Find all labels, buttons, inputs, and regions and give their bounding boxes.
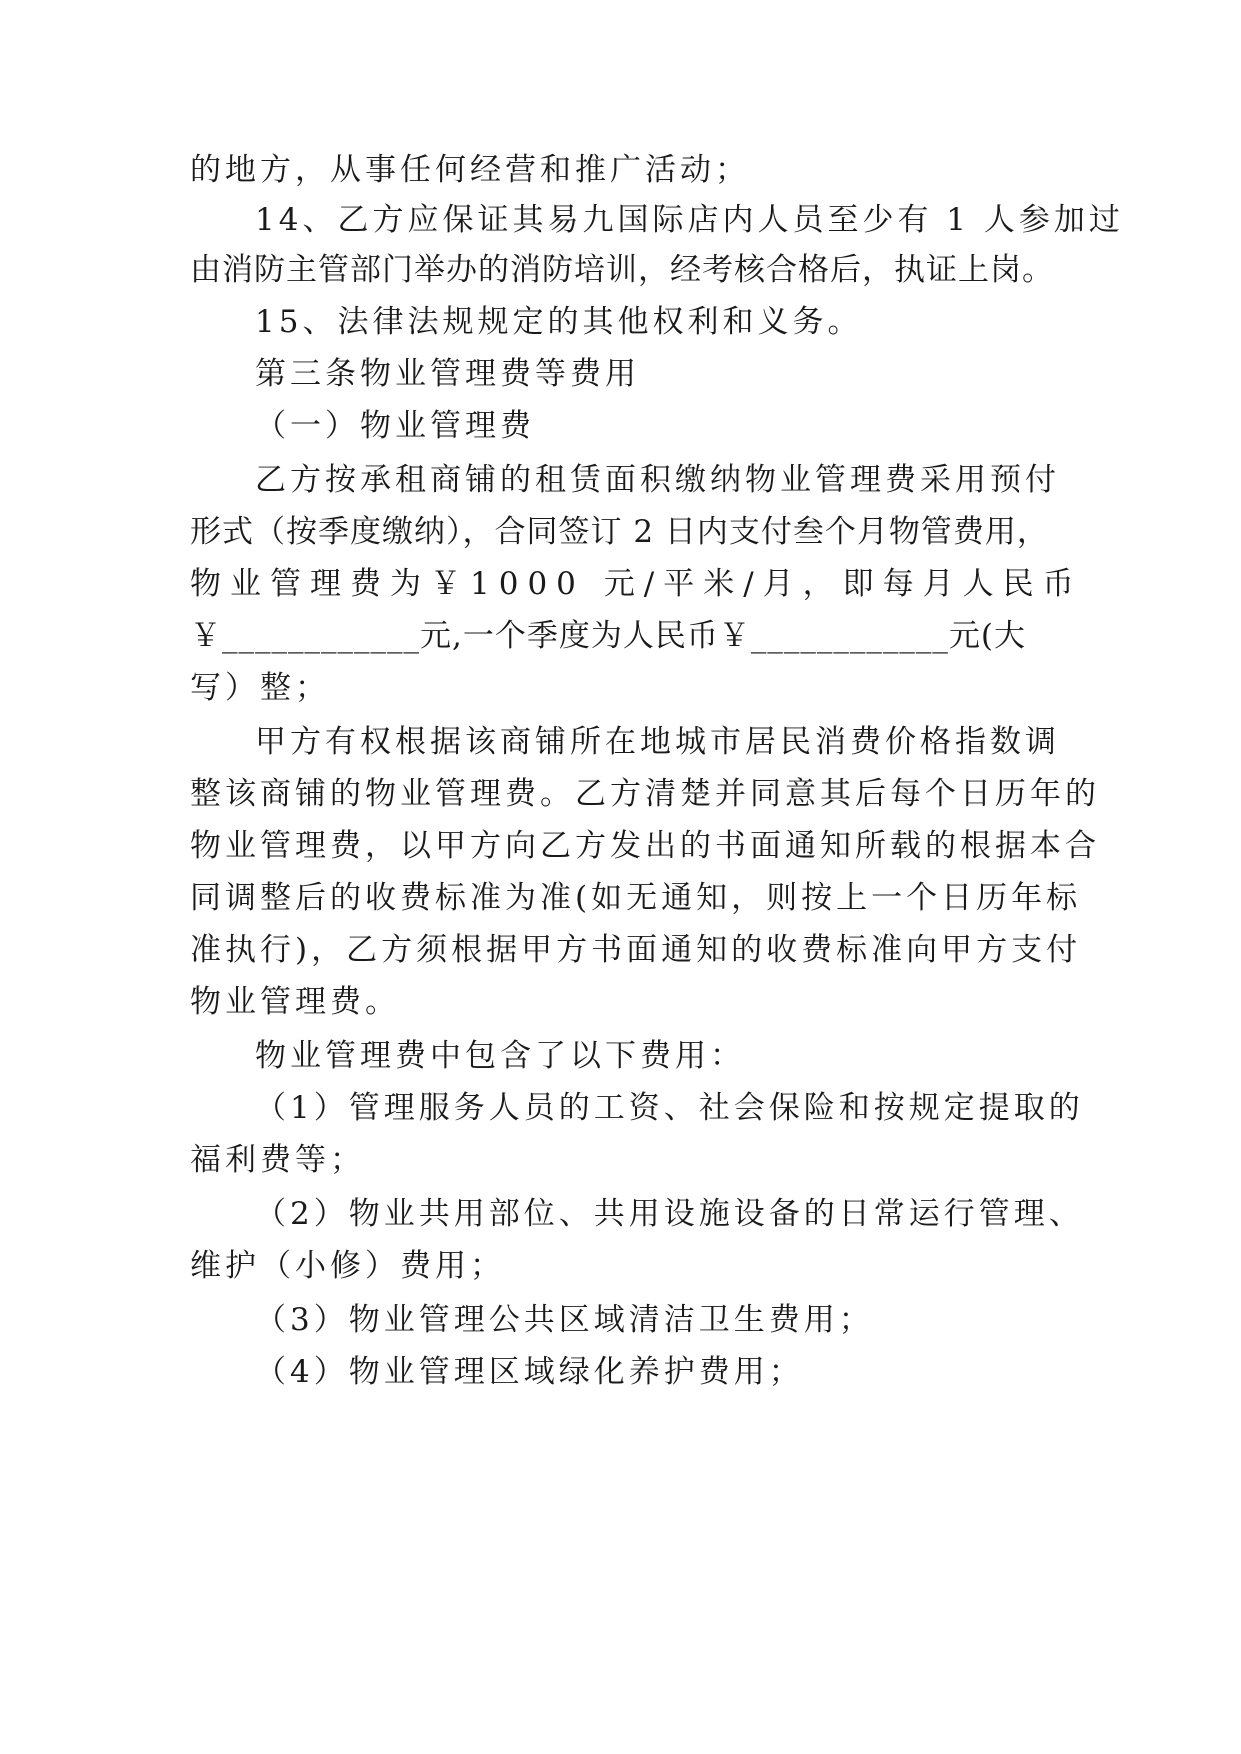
text-line: 物业管理费。 [190, 984, 400, 1020]
text-line: 准执行)，乙方须根据甲方书面通知的收费标准向甲方支付 [190, 932, 1082, 968]
text-line: 福利费等； [190, 1142, 365, 1178]
text-line: 形式（按季度缴纳），合同签订 2 日内支付叁个月物管费用， [190, 514, 1049, 550]
text-line: 写）整； [190, 670, 330, 706]
text-line: 整该商铺的物业管理费。乙方清楚并同意其后每个日历年的 [190, 776, 1100, 812]
text-line: 的地方，从事任何经营和推广活动； [190, 152, 750, 188]
text-line: 物业管理费为￥1000 元/平米/月，即每月人民币 [190, 566, 1083, 602]
text-line: 14、乙方应保证其易九国际店内人员至少有 1 人参加过 [255, 202, 1124, 238]
list-item: （4）物业管理区域绿化养护费用； [255, 1354, 804, 1390]
text-line: 15、法律法规规定的其他权利和义务。 [255, 304, 863, 340]
subsection-heading: （一）物业管理费 [255, 408, 535, 444]
text-line: 同调整后的收费标准为准(如无通知，则按上一个日历年标 [190, 880, 1082, 916]
text-line: ￥____________元,一个季度为人民币￥____________元(大 [190, 618, 1026, 654]
list-item: （2）物业共用部位、共用设施设备的日常运行管理、 [255, 1196, 1084, 1232]
text-line: 由消防主管部门举办的消防培训，经考核合格后，执证上岗。 [190, 252, 1054, 288]
text-line: 维护（小修）费用； [190, 1248, 505, 1284]
text-line: 物业管理费，以甲方向乙方发出的书面通知所载的根据本合 [190, 828, 1100, 864]
list-item: （3）物业管理公共区域清洁卫生费用； [255, 1302, 874, 1338]
list-item: （1）管理服务人员的工资、社会保险和按规定提取的 [255, 1090, 1084, 1126]
text-line: 乙方按承租商铺的租赁面积缴纳物业管理费采用预付 [255, 462, 1060, 498]
text-line: 物业管理费中包含了以下费用： [255, 1038, 745, 1074]
text-line: 甲方有权根据该商铺所在地城市居民消费价格指数调 [255, 724, 1060, 760]
section-heading: 第三条物业管理费等费用 [255, 356, 640, 392]
